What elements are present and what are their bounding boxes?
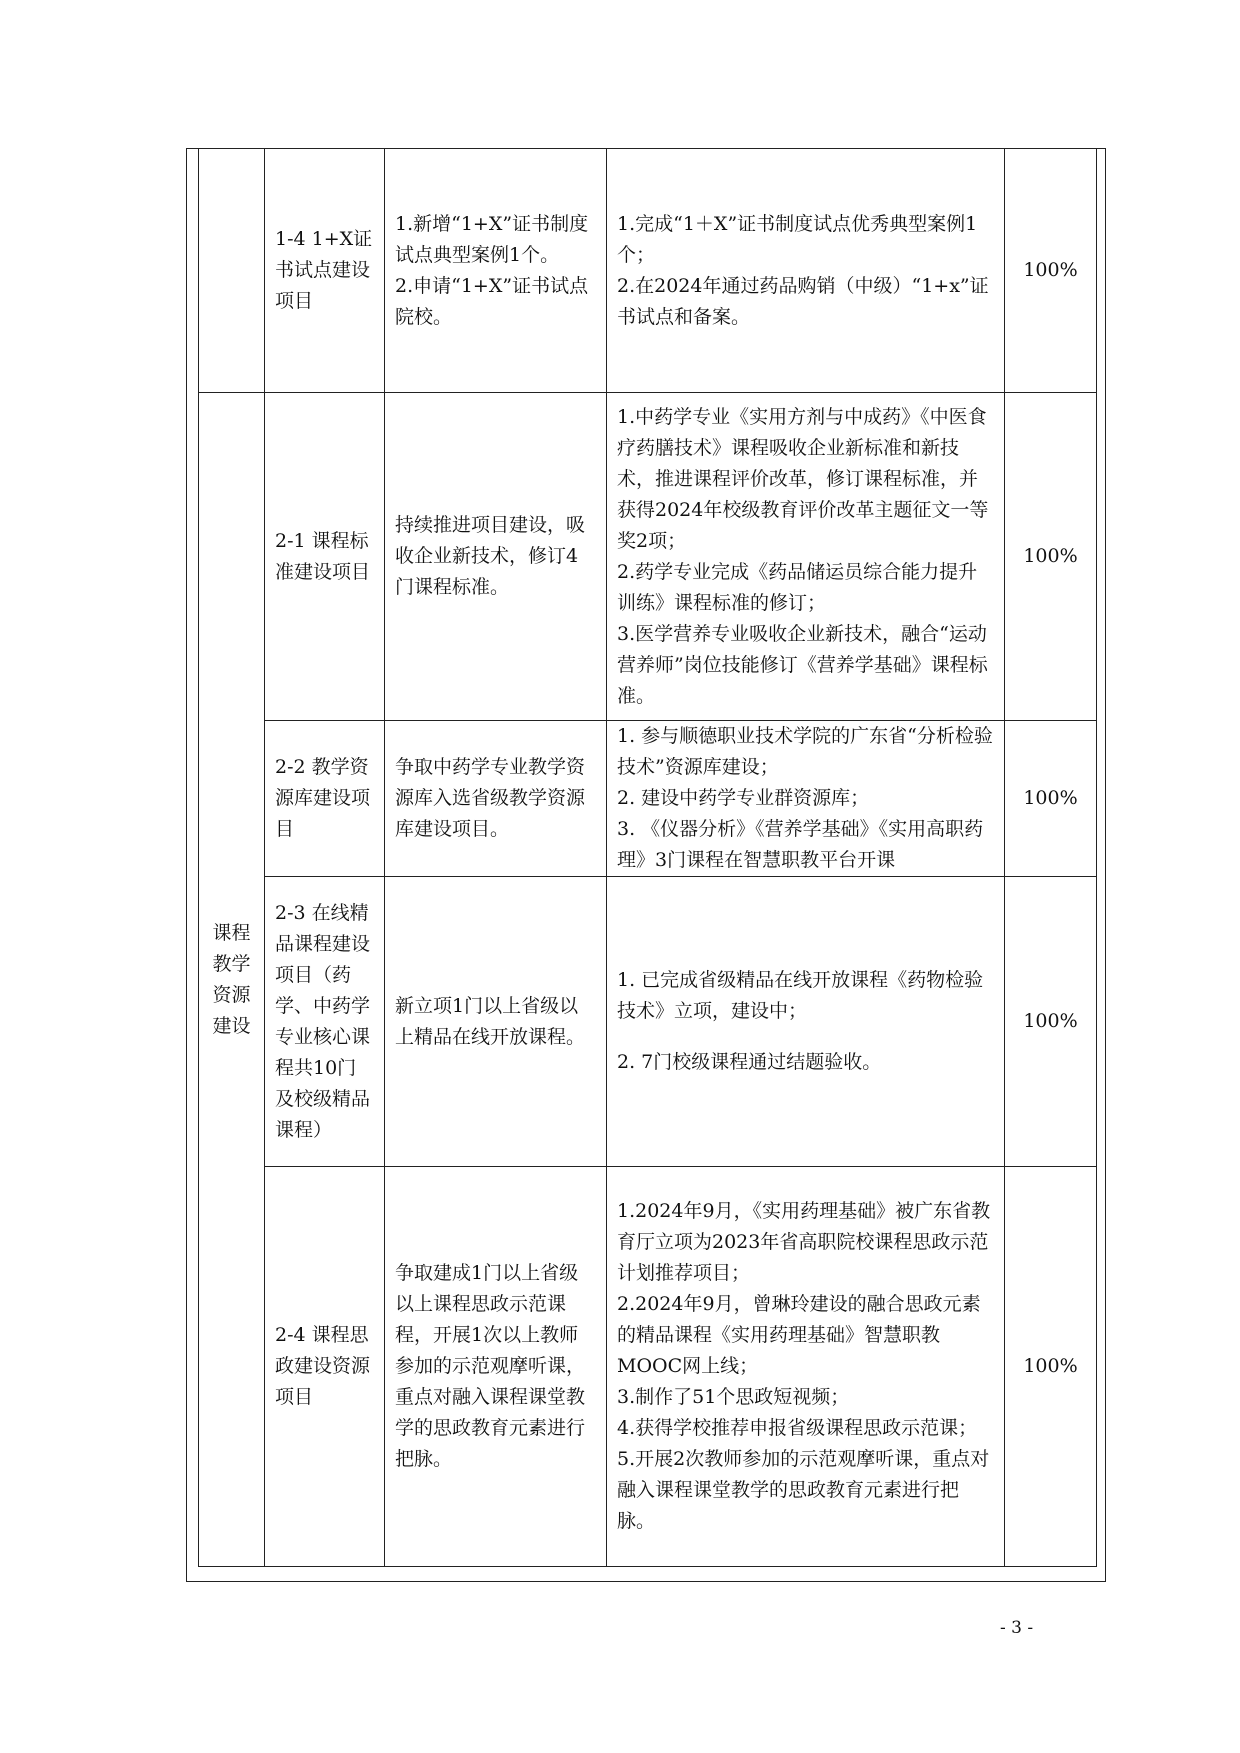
target-cell: 争取建成1门以上省级以上课程思政示范课程，开展1次以上教师参加的示范观摩听课，重点对融入课程课堂教学的思政教育元素进行把脉。 xyxy=(385,1167,607,1567)
rate-cell: 100% xyxy=(1005,149,1097,393)
table-row xyxy=(199,877,1097,1167)
target-line: 1.新增“1+X”证书制度试点典型案例1个。 2.申请“1+X”证书试点院校。 xyxy=(395,212,589,328)
completion-line: 1. 已完成省级精品在线开放课程《药物检验技术》立项，建设中； xyxy=(617,969,984,1022)
completion-line: 2. 7门校级课程通过结题验收。 xyxy=(617,1051,882,1073)
item-cell: 1-4 1+X证书试点建设项目 xyxy=(265,149,385,393)
completion-line: 4.获得学校推荐申报省级课程思政示范课； xyxy=(617,1417,978,1439)
completion-line: 3.医学营养专业吸收企业新技术，融合“运动营养师”岗位技能修订《营养学基础》课程标准。 xyxy=(617,622,988,707)
completion-line: 3. 《仪器分析》《营养学基础》《实用高职药理》3门课程在智慧职教平台开课 xyxy=(617,818,984,871)
target-text xyxy=(395,209,596,333)
item-cell: 2-4 课程思政建设资源项目 xyxy=(265,1167,385,1567)
completion-line: 1.2024年9月，《实用药理基础》被广东省教育厅立项为2023年省高职院校课程思政示范计划推荐项目； xyxy=(617,1200,991,1284)
page-number: - 3 - xyxy=(1000,1618,1034,1638)
target-cell: 持续推进项目建设，吸收企业新技术，修订4门课程标准。 xyxy=(385,393,607,721)
table-row xyxy=(199,1167,1097,1567)
rate-cell: 100% xyxy=(1005,721,1097,877)
completion-line: 1. 参与顺德职业技术学院的广东省“分析检验技术”资源库建设； xyxy=(617,725,993,778)
table-row xyxy=(199,721,1097,877)
category-cell-empty xyxy=(199,149,265,393)
item-cell: 2-3 在线精品课程建设项目（药学、中药学专业核心课程共10门及校级精品课程） xyxy=(265,877,385,1167)
completion-cell xyxy=(607,877,1005,1167)
target-cell xyxy=(385,149,607,393)
completion-line: 2.2024年9月，曾琳玲建设的融合思政元素的精品课程《实用药理基础》智慧职教MOOC网上线； xyxy=(617,1293,981,1377)
table-row xyxy=(199,149,1097,393)
completion-line: 2. 建设中药学专业群资源库； xyxy=(617,787,870,809)
completion-line: 2.在2024年通过药品购销（中级）“1+x”证书试点和备案。 xyxy=(617,274,989,328)
target-cell: 新立项1门以上省级以上精品在线开放课程。 xyxy=(385,877,607,1167)
completion-cell xyxy=(607,721,1005,877)
target-cell: 争取中药学专业教学资源库入选省级教学资源库建设项目。 xyxy=(385,721,607,877)
item-cell: 2-1 课程标准建设项目 xyxy=(265,393,385,721)
completion-line: 1.完成“1＋X”证书制度试点优秀典型案例1个； xyxy=(617,212,978,266)
completion-cell xyxy=(607,393,1005,721)
item-cell: 2-2 教学资源库建设项目 xyxy=(265,721,385,877)
completion-line: 2.药学专业完成《药品储运员综合能力提升训练》课程标准的修订； xyxy=(617,560,978,614)
rate-cell: 100% xyxy=(1005,877,1097,1167)
completion-line: 3.制作了51个思政短视频； xyxy=(617,1386,850,1408)
rate-cell: 100% xyxy=(1005,1167,1097,1567)
category-cell: 课程教学资源建设 xyxy=(199,393,265,1567)
completion-line: 5.开展2次教师参加的示范观摩听课，重点对融入课程课堂教学的思政教育元素进行把脉。 xyxy=(617,1448,990,1532)
table-row xyxy=(199,393,1097,721)
completion-cell xyxy=(607,149,1005,393)
rate-cell: 100% xyxy=(1005,393,1097,721)
project-progress-table xyxy=(198,148,1097,1567)
completion-line: 1.中药学专业《实用方剂与中成药》《中医食疗药膳技术》课程吸收企业新标准和新技术，推进课程评价改革，修订课程标准，并获得2024年校级教育评价改革主题征文一等奖2项； xyxy=(617,405,989,552)
completion-cell xyxy=(607,1167,1005,1567)
